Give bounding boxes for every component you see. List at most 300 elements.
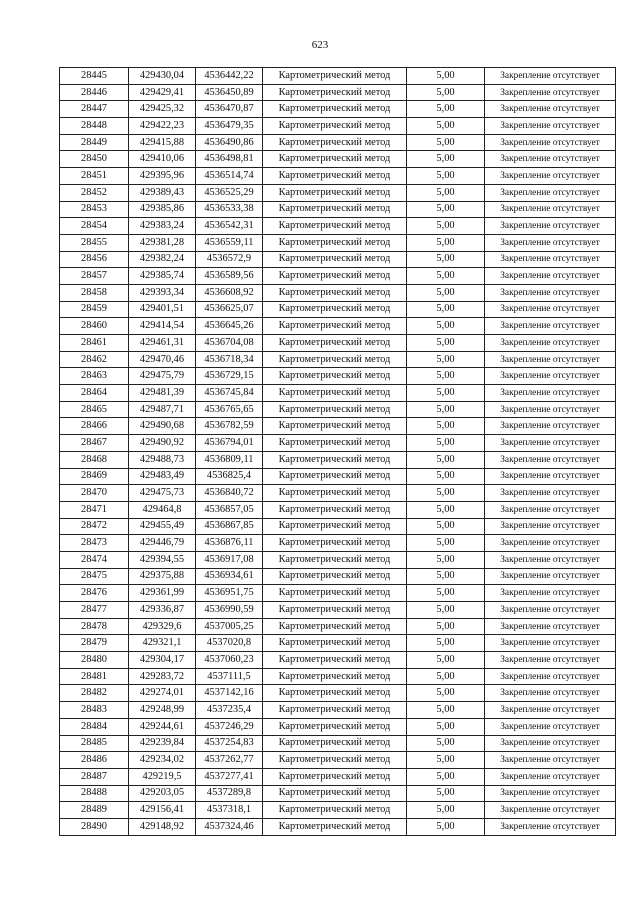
- fixation-cell: Закрепление отсутствует: [485, 518, 616, 535]
- table-row: [60, 485, 616, 502]
- fixation-cell: Закрепление отсутствует: [485, 201, 616, 218]
- method-cell: Картометрический метод: [263, 451, 407, 468]
- fixation-cell: Закрепление отсутствует: [485, 652, 616, 669]
- accuracy-cell: 5,00: [407, 735, 485, 752]
- accuracy-cell: 5,00: [407, 351, 485, 368]
- table-row: [60, 518, 616, 535]
- accuracy-cell: 5,00: [407, 234, 485, 251]
- accuracy-cell: 5,00: [407, 268, 485, 285]
- accuracy-cell: 5,00: [407, 184, 485, 201]
- fixation-cell: Закрепление отсутствует: [485, 451, 616, 468]
- accuracy-cell: 5,00: [407, 818, 485, 835]
- table-row: [60, 752, 616, 769]
- x-coordinate-cell: 429475,73: [129, 485, 196, 502]
- fixation-cell: Закрепление отсутствует: [485, 635, 616, 652]
- table-row: [60, 84, 616, 101]
- y-coordinate-cell: 4536514,74: [196, 168, 263, 185]
- fixation-cell: Закрепление отсутствует: [485, 234, 616, 251]
- accuracy-cell: 5,00: [407, 518, 485, 535]
- coordinates-table: [59, 67, 616, 836]
- y-coordinate-cell: 4536794,01: [196, 435, 263, 452]
- fixation-cell: Закрепление отсутствует: [485, 735, 616, 752]
- table-row: [60, 802, 616, 819]
- accuracy-cell: 5,00: [407, 201, 485, 218]
- point-number-cell: 28473: [60, 535, 129, 552]
- point-number-cell: 28476: [60, 585, 129, 602]
- accuracy-cell: 5,00: [407, 652, 485, 669]
- fixation-cell: Закрепление отсутствует: [485, 268, 616, 285]
- y-coordinate-cell: 4537324,46: [196, 818, 263, 835]
- y-coordinate-cell: 4536857,05: [196, 501, 263, 518]
- point-number-cell: 28464: [60, 385, 129, 402]
- y-coordinate-cell: 4537246,29: [196, 718, 263, 735]
- y-coordinate-cell: 4536559,11: [196, 234, 263, 251]
- y-coordinate-cell: 4536470,87: [196, 101, 263, 118]
- y-coordinate-cell: 4536490,86: [196, 134, 263, 151]
- y-coordinate-cell: 4537005,25: [196, 618, 263, 635]
- point-number-cell: 28471: [60, 501, 129, 518]
- x-coordinate-cell: 429490,92: [129, 435, 196, 452]
- y-coordinate-cell: 4536825,4: [196, 468, 263, 485]
- point-number-cell: 28452: [60, 184, 129, 201]
- x-coordinate-cell: 429483,49: [129, 468, 196, 485]
- method-cell: Картометрический метод: [263, 435, 407, 452]
- fixation-cell: Закрепление отсутствует: [485, 351, 616, 368]
- table-row: [60, 652, 616, 669]
- table-row: [60, 568, 616, 585]
- point-number-cell: 28474: [60, 551, 129, 568]
- point-number-cell: 28487: [60, 768, 129, 785]
- method-cell: Картометрический метод: [263, 268, 407, 285]
- method-cell: Картометрический метод: [263, 535, 407, 552]
- fixation-cell: Закрепление отсутствует: [485, 468, 616, 485]
- x-coordinate-cell: 429429,41: [129, 84, 196, 101]
- method-cell: Картометрический метод: [263, 251, 407, 268]
- y-coordinate-cell: 4536589,56: [196, 268, 263, 285]
- table-row: [60, 468, 616, 485]
- y-coordinate-cell: 4536533,38: [196, 201, 263, 218]
- fixation-cell: Закрепление отсутствует: [485, 585, 616, 602]
- accuracy-cell: 5,00: [407, 785, 485, 802]
- accuracy-cell: 5,00: [407, 501, 485, 518]
- point-number-cell: 28455: [60, 234, 129, 251]
- method-cell: Картометрический метод: [263, 702, 407, 719]
- x-coordinate-cell: 429219,5: [129, 768, 196, 785]
- table-row: [60, 551, 616, 568]
- table-row: [60, 418, 616, 435]
- x-coordinate-cell: 429304,17: [129, 652, 196, 669]
- point-number-cell: 28453: [60, 201, 129, 218]
- x-coordinate-cell: 429375,88: [129, 568, 196, 585]
- method-cell: Картометрический метод: [263, 718, 407, 735]
- y-coordinate-cell: 4536450,89: [196, 84, 263, 101]
- x-coordinate-cell: 429470,46: [129, 351, 196, 368]
- x-coordinate-cell: 429487,71: [129, 401, 196, 418]
- point-number-cell: 28486: [60, 752, 129, 769]
- x-coordinate-cell: 429425,32: [129, 101, 196, 118]
- point-number-cell: 28484: [60, 718, 129, 735]
- x-coordinate-cell: 429393,34: [129, 284, 196, 301]
- x-coordinate-cell: 429422,23: [129, 118, 196, 135]
- point-number-cell: 28477: [60, 602, 129, 619]
- accuracy-cell: 5,00: [407, 485, 485, 502]
- x-coordinate-cell: 429274,01: [129, 685, 196, 702]
- table-row: [60, 585, 616, 602]
- table-row: [60, 451, 616, 468]
- y-coordinate-cell: 4536542,31: [196, 218, 263, 235]
- method-cell: Картометрический метод: [263, 318, 407, 335]
- accuracy-cell: 5,00: [407, 168, 485, 185]
- x-coordinate-cell: 429244,61: [129, 718, 196, 735]
- x-coordinate-cell: 429490,68: [129, 418, 196, 435]
- y-coordinate-cell: 4536718,34: [196, 351, 263, 368]
- y-coordinate-cell: 4536867,85: [196, 518, 263, 535]
- fixation-cell: Закрепление отсутствует: [485, 68, 616, 85]
- x-coordinate-cell: 429321,1: [129, 635, 196, 652]
- method-cell: Картометрический метод: [263, 501, 407, 518]
- accuracy-cell: 5,00: [407, 68, 485, 85]
- table-row: [60, 184, 616, 201]
- method-cell: Картометрический метод: [263, 768, 407, 785]
- table-row: [60, 401, 616, 418]
- point-number-cell: 28460: [60, 318, 129, 335]
- table-row: [60, 635, 616, 652]
- method-cell: Картометрический метод: [263, 568, 407, 585]
- y-coordinate-cell: 4536990,59: [196, 602, 263, 619]
- fixation-cell: Закрепление отсутствует: [485, 501, 616, 518]
- table-row: [60, 134, 616, 151]
- point-number-cell: 28485: [60, 735, 129, 752]
- accuracy-cell: 5,00: [407, 768, 485, 785]
- method-cell: Картометрический метод: [263, 818, 407, 835]
- point-number-cell: 28450: [60, 151, 129, 168]
- y-coordinate-cell: 4537318,1: [196, 802, 263, 819]
- method-cell: Картометрический метод: [263, 284, 407, 301]
- table-row: [60, 385, 616, 402]
- point-number-cell: 28469: [60, 468, 129, 485]
- accuracy-cell: 5,00: [407, 602, 485, 619]
- fixation-cell: Закрепление отсутствует: [485, 218, 616, 235]
- x-coordinate-cell: 429430,04: [129, 68, 196, 85]
- point-number-cell: 28457: [60, 268, 129, 285]
- fixation-cell: Закрепление отсутствует: [485, 118, 616, 135]
- table-row: [60, 668, 616, 685]
- method-cell: Картометрический метод: [263, 351, 407, 368]
- table-row: [60, 201, 616, 218]
- fixation-cell: Закрепление отсутствует: [485, 785, 616, 802]
- point-number-cell: 28490: [60, 818, 129, 835]
- accuracy-cell: 5,00: [407, 718, 485, 735]
- y-coordinate-cell: 4536572,9: [196, 251, 263, 268]
- point-number-cell: 28461: [60, 335, 129, 352]
- point-number-cell: 28480: [60, 652, 129, 669]
- fixation-cell: Закрепление отсутствует: [485, 551, 616, 568]
- x-coordinate-cell: 429389,43: [129, 184, 196, 201]
- fixation-cell: Закрепление отсутствует: [485, 184, 616, 201]
- x-coordinate-cell: 429475,79: [129, 368, 196, 385]
- y-coordinate-cell: 4536729,15: [196, 368, 263, 385]
- fixation-cell: Закрепление отсутствует: [485, 151, 616, 168]
- x-coordinate-cell: 429385,74: [129, 268, 196, 285]
- x-coordinate-cell: 429415,88: [129, 134, 196, 151]
- y-coordinate-cell: 4536608,92: [196, 284, 263, 301]
- method-cell: Картометрический метод: [263, 802, 407, 819]
- accuracy-cell: 5,00: [407, 568, 485, 585]
- fixation-cell: Закрепление отсутствует: [485, 752, 616, 769]
- method-cell: Картометрический метод: [263, 118, 407, 135]
- fixation-cell: Закрепление отсутствует: [485, 168, 616, 185]
- table-row: [60, 335, 616, 352]
- accuracy-cell: 5,00: [407, 368, 485, 385]
- fixation-cell: Закрепление отсутствует: [485, 485, 616, 502]
- table-row: [60, 735, 616, 752]
- method-cell: Картометрический метод: [263, 168, 407, 185]
- point-number-cell: 28458: [60, 284, 129, 301]
- table-row: [60, 351, 616, 368]
- accuracy-cell: 5,00: [407, 101, 485, 118]
- table-row: [60, 768, 616, 785]
- method-cell: Картометрический метод: [263, 368, 407, 385]
- table-row: [60, 318, 616, 335]
- method-cell: Картометрический метод: [263, 218, 407, 235]
- y-coordinate-cell: 4537235,4: [196, 702, 263, 719]
- fixation-cell: Закрепление отсутствует: [485, 368, 616, 385]
- x-coordinate-cell: 429239,84: [129, 735, 196, 752]
- y-coordinate-cell: 4536917,08: [196, 551, 263, 568]
- x-coordinate-cell: 429461,31: [129, 335, 196, 352]
- y-coordinate-cell: 4537060,23: [196, 652, 263, 669]
- method-cell: Картометрический метод: [263, 668, 407, 685]
- x-coordinate-cell: 429329,6: [129, 618, 196, 635]
- x-coordinate-cell: 429395,96: [129, 168, 196, 185]
- method-cell: Картометрический метод: [263, 234, 407, 251]
- y-coordinate-cell: 4536782,59: [196, 418, 263, 435]
- fixation-cell: Закрепление отсутствует: [485, 84, 616, 101]
- table-row: [60, 785, 616, 802]
- point-number-cell: 28465: [60, 401, 129, 418]
- accuracy-cell: 5,00: [407, 401, 485, 418]
- y-coordinate-cell: 4536765,65: [196, 401, 263, 418]
- x-coordinate-cell: 429148,92: [129, 818, 196, 835]
- accuracy-cell: 5,00: [407, 284, 485, 301]
- table-row: [60, 68, 616, 85]
- y-coordinate-cell: 4536704,08: [196, 335, 263, 352]
- accuracy-cell: 5,00: [407, 335, 485, 352]
- accuracy-cell: 5,00: [407, 134, 485, 151]
- method-cell: Картометрический метод: [263, 84, 407, 101]
- point-number-cell: 28467: [60, 435, 129, 452]
- x-coordinate-cell: 429361,99: [129, 585, 196, 602]
- x-coordinate-cell: 429203,05: [129, 785, 196, 802]
- x-coordinate-cell: 429283,72: [129, 668, 196, 685]
- accuracy-cell: 5,00: [407, 685, 485, 702]
- y-coordinate-cell: 4536745,84: [196, 385, 263, 402]
- accuracy-cell: 5,00: [407, 418, 485, 435]
- fixation-cell: Закрепление отсутствует: [485, 318, 616, 335]
- accuracy-cell: 5,00: [407, 151, 485, 168]
- x-coordinate-cell: 429383,24: [129, 218, 196, 235]
- y-coordinate-cell: 4536625,07: [196, 301, 263, 318]
- point-number-cell: 28449: [60, 134, 129, 151]
- fixation-cell: Закрепление отсутствует: [485, 818, 616, 835]
- table-row: [60, 602, 616, 619]
- table-row: [60, 368, 616, 385]
- accuracy-cell: 5,00: [407, 752, 485, 769]
- y-coordinate-cell: 4536876,11: [196, 535, 263, 552]
- y-coordinate-cell: 4536809,11: [196, 451, 263, 468]
- table-row: [60, 718, 616, 735]
- fixation-cell: Закрепление отсутствует: [485, 768, 616, 785]
- x-coordinate-cell: 429414,54: [129, 318, 196, 335]
- method-cell: Картометрический метод: [263, 585, 407, 602]
- method-cell: Картометрический метод: [263, 551, 407, 568]
- point-number-cell: 28445: [60, 68, 129, 85]
- y-coordinate-cell: 4537289,8: [196, 785, 263, 802]
- x-coordinate-cell: 429385,86: [129, 201, 196, 218]
- x-coordinate-cell: 429336,87: [129, 602, 196, 619]
- table-row: [60, 218, 616, 235]
- fixation-cell: Закрепление отсутствует: [485, 284, 616, 301]
- accuracy-cell: 5,00: [407, 468, 485, 485]
- fixation-cell: Закрепление отсутствует: [485, 802, 616, 819]
- x-coordinate-cell: 429464,8: [129, 501, 196, 518]
- y-coordinate-cell: 4537111,5: [196, 668, 263, 685]
- point-number-cell: 28448: [60, 118, 129, 135]
- table-row: [60, 251, 616, 268]
- method-cell: Картометрический метод: [263, 101, 407, 118]
- point-number-cell: 28466: [60, 418, 129, 435]
- accuracy-cell: 5,00: [407, 84, 485, 101]
- accuracy-cell: 5,00: [407, 668, 485, 685]
- fixation-cell: Закрепление отсутствует: [485, 702, 616, 719]
- y-coordinate-cell: 4536645,26: [196, 318, 263, 335]
- y-coordinate-cell: 4537277,41: [196, 768, 263, 785]
- point-number-cell: 28447: [60, 101, 129, 118]
- fixation-cell: Закрепление отсутствует: [485, 134, 616, 151]
- accuracy-cell: 5,00: [407, 618, 485, 635]
- table-row: [60, 535, 616, 552]
- table-row: [60, 284, 616, 301]
- y-coordinate-cell: 4536442,22: [196, 68, 263, 85]
- table-row: [60, 151, 616, 168]
- method-cell: Картометрический метод: [263, 735, 407, 752]
- point-number-cell: 28451: [60, 168, 129, 185]
- point-number-cell: 28446: [60, 84, 129, 101]
- x-coordinate-cell: 429234,02: [129, 752, 196, 769]
- method-cell: Картометрический метод: [263, 134, 407, 151]
- y-coordinate-cell: 4536951,75: [196, 585, 263, 602]
- point-number-cell: 28483: [60, 702, 129, 719]
- point-number-cell: 28456: [60, 251, 129, 268]
- table-row: [60, 268, 616, 285]
- method-cell: Картометрический метод: [263, 602, 407, 619]
- point-number-cell: 28462: [60, 351, 129, 368]
- x-coordinate-cell: 429381,28: [129, 234, 196, 251]
- y-coordinate-cell: 4537254,83: [196, 735, 263, 752]
- method-cell: Картометрический метод: [263, 68, 407, 85]
- accuracy-cell: 5,00: [407, 251, 485, 268]
- x-coordinate-cell: 429401,51: [129, 301, 196, 318]
- x-coordinate-cell: 429394,55: [129, 551, 196, 568]
- y-coordinate-cell: 4537262,77: [196, 752, 263, 769]
- fixation-cell: Закрепление отсутствует: [485, 251, 616, 268]
- y-coordinate-cell: 4536525,29: [196, 184, 263, 201]
- fixation-cell: Закрепление отсутствует: [485, 101, 616, 118]
- method-cell: Картометрический метод: [263, 785, 407, 802]
- fixation-cell: Закрепление отсутствует: [485, 568, 616, 585]
- method-cell: Картометрический метод: [263, 618, 407, 635]
- accuracy-cell: 5,00: [407, 802, 485, 819]
- fixation-cell: Закрепление отсутствует: [485, 668, 616, 685]
- method-cell: Картометрический метод: [263, 652, 407, 669]
- point-number-cell: 28479: [60, 635, 129, 652]
- y-coordinate-cell: 4536934,61: [196, 568, 263, 585]
- table-row: [60, 685, 616, 702]
- table-row: [60, 234, 616, 251]
- fixation-cell: Закрепление отсутствует: [485, 301, 616, 318]
- fixation-cell: Закрепление отсутствует: [485, 685, 616, 702]
- accuracy-cell: 5,00: [407, 385, 485, 402]
- fixation-cell: Закрепление отсутствует: [485, 718, 616, 735]
- table-row: [60, 101, 616, 118]
- y-coordinate-cell: 4536498,81: [196, 151, 263, 168]
- method-cell: Картометрический метод: [263, 752, 407, 769]
- method-cell: Картометрический метод: [263, 401, 407, 418]
- accuracy-cell: 5,00: [407, 301, 485, 318]
- point-number-cell: 28488: [60, 785, 129, 802]
- point-number-cell: 28472: [60, 518, 129, 535]
- accuracy-cell: 5,00: [407, 118, 485, 135]
- x-coordinate-cell: 429488,73: [129, 451, 196, 468]
- x-coordinate-cell: 429248,99: [129, 702, 196, 719]
- method-cell: Картометрический метод: [263, 518, 407, 535]
- x-coordinate-cell: 429156,41: [129, 802, 196, 819]
- table-row: [60, 618, 616, 635]
- point-number-cell: 28478: [60, 618, 129, 635]
- fixation-cell: Закрепление отсутствует: [485, 418, 616, 435]
- table-row: [60, 301, 616, 318]
- accuracy-cell: 5,00: [407, 435, 485, 452]
- y-coordinate-cell: 4537142,16: [196, 685, 263, 702]
- method-cell: Картометрический метод: [263, 335, 407, 352]
- y-coordinate-cell: 4537020,8: [196, 635, 263, 652]
- accuracy-cell: 5,00: [407, 635, 485, 652]
- method-cell: Картометрический метод: [263, 151, 407, 168]
- method-cell: Картометрический метод: [263, 201, 407, 218]
- table-row: [60, 702, 616, 719]
- fixation-cell: Закрепление отсутствует: [485, 602, 616, 619]
- point-number-cell: 28468: [60, 451, 129, 468]
- y-coordinate-cell: 4536479,35: [196, 118, 263, 135]
- table-row: [60, 435, 616, 452]
- point-number-cell: 28454: [60, 218, 129, 235]
- method-cell: Картометрический метод: [263, 635, 407, 652]
- fixation-cell: Закрепление отсутствует: [485, 335, 616, 352]
- y-coordinate-cell: 4536840,72: [196, 485, 263, 502]
- table-row: [60, 818, 616, 835]
- x-coordinate-cell: 429410,06: [129, 151, 196, 168]
- accuracy-cell: 5,00: [407, 451, 485, 468]
- fixation-cell: Закрепление отсутствует: [485, 435, 616, 452]
- x-coordinate-cell: 429481,39: [129, 385, 196, 402]
- method-cell: Картометрический метод: [263, 385, 407, 402]
- point-number-cell: 28489: [60, 802, 129, 819]
- point-number-cell: 28482: [60, 685, 129, 702]
- page-number: 623: [311, 39, 329, 51]
- point-number-cell: 28470: [60, 485, 129, 502]
- method-cell: Картометрический метод: [263, 485, 407, 502]
- accuracy-cell: 5,00: [407, 551, 485, 568]
